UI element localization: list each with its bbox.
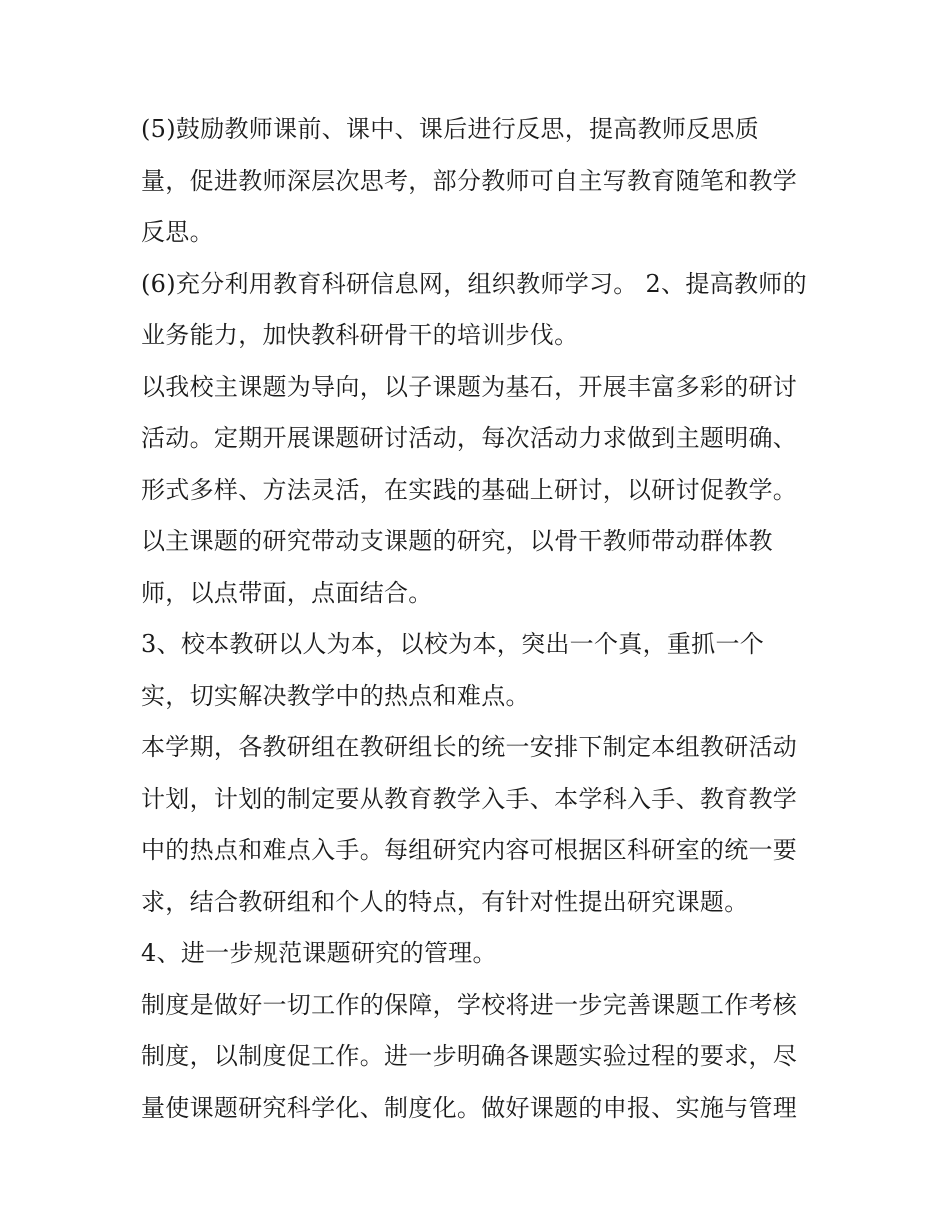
- text-line: 以我校主课题为导向，以子课题为基石，开展丰富多彩的研讨: [141, 372, 798, 401]
- text-line: 形式多样、方法灵活，在实践的基础上研讨，以研讨促教学。: [141, 475, 798, 504]
- text-line: 实，切实解决教学中的热点和难点。: [141, 681, 530, 710]
- text-line: 反思。: [141, 218, 214, 246]
- text-line: 量使课题研究科学化、制度化。做好课题的申报、实施与管理: [141, 1093, 798, 1122]
- text-line: (5)鼓励教师课前、课中、课后进行反思，提高教师反思质: [141, 115, 760, 143]
- text-line: 师，以点带面，点面结合。: [141, 578, 433, 607]
- text-line: 以主课题的研究带动支课题的研究，以骨干教师带动群体教: [141, 527, 773, 555]
- text-line: 本学期，各教研组在教研组长的统一安排下制定本组教研活动: [141, 733, 798, 761]
- document-body: [141, 104, 816, 1134]
- text-line: 中的热点和难点入手。每组研究内容可根据区科研室的统一要: [141, 836, 798, 864]
- text-line: 4、进一步规范课题研究的管理。: [141, 939, 497, 967]
- text-line: 活动。定期开展课题研讨活动，每次活动力求做到主题明确、: [141, 424, 798, 452]
- text-line: (6)充分利用教育科研信息网，组织教师学习。 2、提高教师的: [141, 269, 807, 298]
- text-line: 业务能力，加快教科研骨干的培训步伐。: [141, 321, 579, 349]
- text-line: 制度是做好一切工作的保障，学校将进一步完善课题工作考核: [141, 990, 798, 1019]
- text-line: 制度，以制度促工作。进一步明确各课题实验过程的要求，尽: [141, 1042, 798, 1070]
- text-line: 求，结合教研组和个人的特点，有针对性提出研究课题。: [141, 887, 749, 916]
- text-line: 量，促进教师深层次思考，部分教师可自主写教育随笔和教学: [141, 166, 798, 195]
- text-line: 计划，计划的制定要从教育教学入手、本学科入手、教育教学: [141, 784, 798, 813]
- text-line: 3、校本教研以人为本，以校为本，突出一个真，重抓一个: [141, 630, 765, 658]
